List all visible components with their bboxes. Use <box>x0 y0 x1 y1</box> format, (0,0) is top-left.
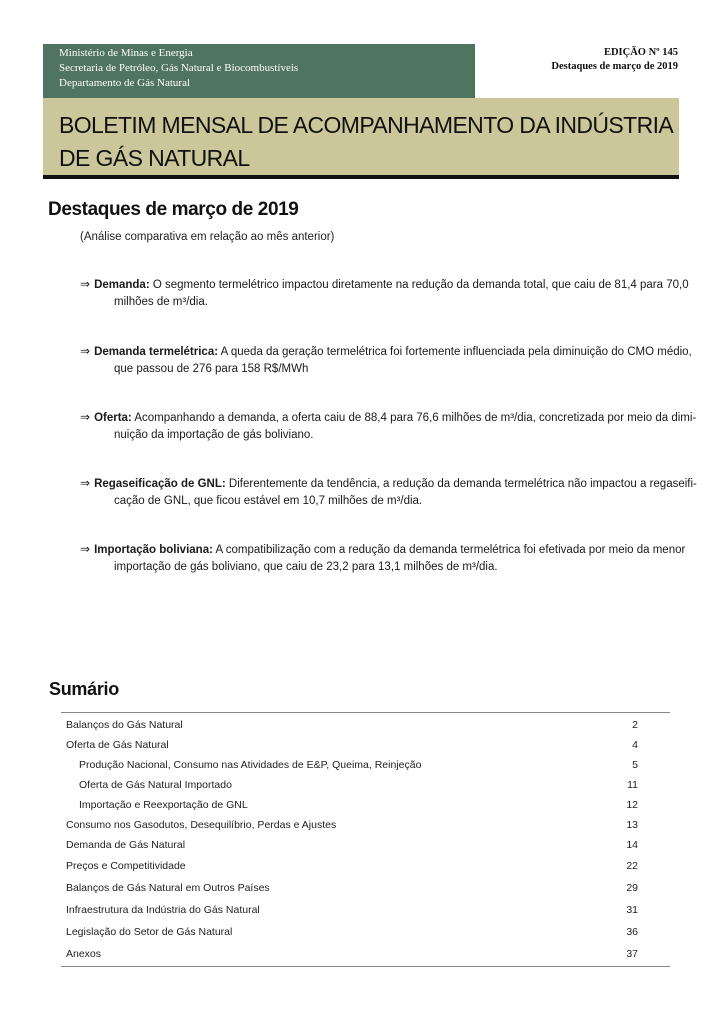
arrow-icon: ⇒ <box>80 344 91 358</box>
arrow-icon: ⇒ <box>80 542 91 556</box>
highlight-label: Demanda: <box>94 279 150 291</box>
highlight-label: Oferta: <box>94 412 132 424</box>
sumario-heading: Sumário <box>49 679 119 699</box>
highlight-text: Acompanhando a demanda, a oferta caiu de 88,4 para 76,6 milhões de m³/dia, concretizada por meio da dimi- <box>134 412 697 424</box>
toc-entry-text: Preços e Competitividade <box>66 860 186 872</box>
toc-entry-text: Oferta de Gás Natural Importado <box>79 779 232 791</box>
highlight-label: Demanda termelétrica: <box>94 346 219 358</box>
arrow-icon: ⇒ <box>80 476 91 490</box>
edition-number: EDIÇÃO Nº 145 <box>603 47 678 58</box>
highlight-text-cont: que passou de 276 para 158 R$/MWh <box>114 363 309 375</box>
toc-page-number: 29 <box>626 882 638 894</box>
highlight-text: O segmento termelétrico impactou diretamente na redução da demanda total, que caiu de 81,4 para 70,0 <box>152 279 689 291</box>
org-line-ministry: Ministério de Minas e Energia <box>59 47 193 59</box>
destaques-heading: Destaques de março de 2019 <box>48 199 299 220</box>
toc-entry-text: Legislação do Setor de Gás Natural <box>66 926 233 938</box>
highlight-text: A compatibilização com a redução da demanda termelétrica foi efetivada por meio da menor <box>215 544 686 556</box>
toc-entry-text: Infraestrutura da Indústria do Gás Natural <box>66 904 260 916</box>
edition-subtitle: Destaques de março de 2019 <box>551 61 678 72</box>
highlight-text-cont: milhões de m³/dia. <box>114 296 208 308</box>
bulletin-title-band <box>43 98 679 179</box>
highlight-item-demanda-termeletrica <box>80 343 692 378</box>
toc-row[interactable] <box>61 948 670 972</box>
toc-entry-text: Balanços do Gás Natural <box>66 719 183 731</box>
highlight-text-cont: importação de gás boliviano, que caiu de 23,2 para 13,1 milhões de m³/dia. <box>114 561 498 573</box>
table-of-contents <box>61 712 670 967</box>
highlight-text: A queda da geração termelétrica foi fortemente influenciada pela diminuição do CMO médio, <box>220 346 692 358</box>
toc-page-number: 5 <box>632 759 638 771</box>
toc-entry-text: Importação e Reexportação de GNL <box>79 799 248 811</box>
arrow-icon: ⇒ <box>80 410 91 424</box>
highlight-item-oferta <box>80 409 697 444</box>
bulletin-title-line1: BOLETIM MENSAL DE ACOMPANHAMENTO DA INDÚSTRIA <box>59 112 674 138</box>
highlight-label: Importação boliviana: <box>94 544 213 556</box>
toc-page-number: 11 <box>627 779 638 791</box>
toc-page-number: 31 <box>626 904 638 916</box>
toc-row[interactable] <box>61 779 670 799</box>
toc-entry-text: Oferta de Gás Natural <box>66 739 169 751</box>
toc-row[interactable] <box>61 860 670 882</box>
ministry-header-box <box>43 44 475 98</box>
highlight-text-cont: cação de GNL, que ficou estável em 10,7 milhões de m³/dia. <box>114 495 423 507</box>
toc-row[interactable] <box>61 926 670 948</box>
highlight-item-demanda <box>80 276 689 311</box>
toc-row[interactable] <box>61 759 670 779</box>
org-line-secretariat: Secretaria de Petróleo, Gás Natural e Biocombustíveis <box>59 62 299 74</box>
toc-page-number: 14 <box>626 839 638 851</box>
toc-page-number: 22 <box>626 860 638 872</box>
bulletin-title-line2: DE GÁS NATURAL <box>59 145 250 171</box>
highlight-text-cont: nuição da importação de gás boliviano. <box>114 429 314 441</box>
toc-page-number: 36 <box>626 926 638 938</box>
highlight-item-importacao-boliviana <box>80 541 686 576</box>
toc-row[interactable] <box>61 882 670 904</box>
highlight-item-regaseificacao <box>80 475 697 510</box>
org-line-department: Departamento de Gás Natural <box>59 77 191 89</box>
toc-row[interactable] <box>61 819 670 839</box>
toc-row[interactable] <box>61 719 670 739</box>
toc-entry-text: Anexos <box>66 948 102 960</box>
toc-row[interactable] <box>61 839 670 860</box>
toc-page-number: 4 <box>632 739 638 751</box>
edition-info <box>551 46 678 74</box>
analysis-note: (Análise comparativa em relação ao mês anterior) <box>80 231 335 243</box>
arrow-icon: ⇒ <box>80 277 91 291</box>
highlight-label: Regaseificação de GNL: <box>94 478 226 490</box>
toc-entry-text: Consumo nos Gasodutos, Desequilíbrio, Perdas e Ajustes <box>66 819 337 831</box>
toc-page-number: 37 <box>626 948 638 960</box>
toc-row[interactable] <box>61 739 670 759</box>
toc-row[interactable] <box>61 799 670 819</box>
highlight-text: Diferentemente da tendência, a redução da demanda termelétrica não impactou a regaseifi- <box>228 478 697 490</box>
toc-entry-text: Balanços de Gás Natural em Outros Países <box>66 882 270 894</box>
toc-row[interactable] <box>61 904 670 926</box>
toc-page-number: 12 <box>626 799 638 811</box>
toc-entry-text: Demanda de Gás Natural <box>66 839 186 851</box>
toc-page-number: 13 <box>626 819 638 831</box>
toc-page-number: 2 <box>632 719 638 731</box>
toc-entry-text: Produção Nacional, Consumo nas Atividades de E&P, Queima, Reinjeção <box>79 759 422 771</box>
